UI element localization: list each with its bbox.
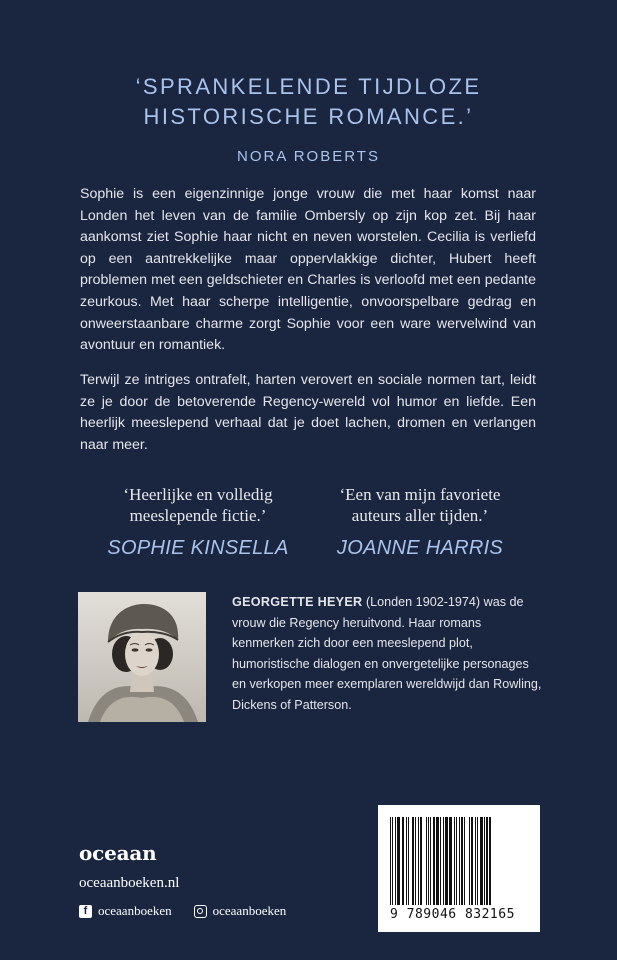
author-bio-text: was de vrouw die Regency heruitvond. Haar romans kenmerken zich door een meeslepend plot, humoristische dialogen en onvergetelijke personages en verkopen meer exemplaren wereldwijd dan Rowling, Dickens of Patterson. bbox=[232, 595, 542, 712]
blurb-left-author: SOPHIE KINSELLA bbox=[107, 537, 289, 559]
top-quote-line-2: HISTORISCHE ROMANCE.’ bbox=[143, 104, 474, 129]
blurb-right-line-2: auteurs aller tijden.’ bbox=[351, 506, 489, 525]
blurb-right bbox=[300, 484, 540, 559]
top-quote-author: NORA ROBERTS bbox=[237, 148, 380, 165]
author-photo bbox=[78, 592, 206, 722]
top-quote bbox=[0, 72, 617, 172]
blurb-left-line-1: ‘Heerlijke en volledig bbox=[123, 485, 273, 504]
synopsis-paragraph-1: Sophie is een eigenzinnige jonge vrouw die met haar komst naar Londen het leven van de familie Ombersly op zijn kop zet. Bij haar aankomst ziet Sophie haar nicht en neven worstelen. Cecilia is verliefd op een aantrekkelijke maar oppervlakkige dichter, Hubert heeft problemen met een geldschieter en Charles is verloofd met een pedante zeurkous. Met haar scherpe intelligentie, onvoorspelbare gedrag en onweerstaanbare charme zorgt Sophie voor een ware wervelwind van avontuur en romantiek. bbox=[80, 186, 536, 354]
author-portrait-image bbox=[78, 592, 206, 722]
blurb-left bbox=[78, 484, 318, 559]
instagram-handle: oceaanboeken bbox=[212, 903, 287, 918]
barcode-number: 9 789046 832165 bbox=[390, 907, 515, 922]
blurb-right-line-1: ‘Een van mijn favoriete bbox=[339, 485, 501, 504]
author-years: (Londen 1902-1974) bbox=[362, 595, 481, 609]
author-bio bbox=[232, 592, 542, 715]
barcode-bars bbox=[390, 817, 528, 905]
publisher-logo: oceaan bbox=[79, 841, 157, 865]
barcode bbox=[378, 805, 540, 932]
synopsis-paragraph-2: Terwijl ze intriges ontrafelt, harten verovert en sociale normen tart, leidt ze je door de betoverende Regency-wereld vol humor en liefde. Een heerlijk meeslepend verhaal dat je doet lachen, dromen en verlangen naar meer. bbox=[80, 372, 536, 453]
facebook-handle: oceaanboeken bbox=[98, 903, 172, 918]
author-name: GEORGETTE HEYER bbox=[232, 595, 363, 609]
blurb-right-author: JOANNE HARRIS bbox=[336, 537, 504, 559]
instagram-icon bbox=[194, 905, 207, 918]
social-links bbox=[79, 903, 286, 919]
top-quote-line-1: ‘SPRANKELENDE TIJDLOZE bbox=[135, 74, 482, 99]
facebook-icon: f bbox=[79, 905, 92, 918]
publisher-website: oceaanboeken.nl bbox=[79, 875, 180, 891]
blurb-left-line-2: meeslepende fictie.’ bbox=[129, 506, 267, 525]
